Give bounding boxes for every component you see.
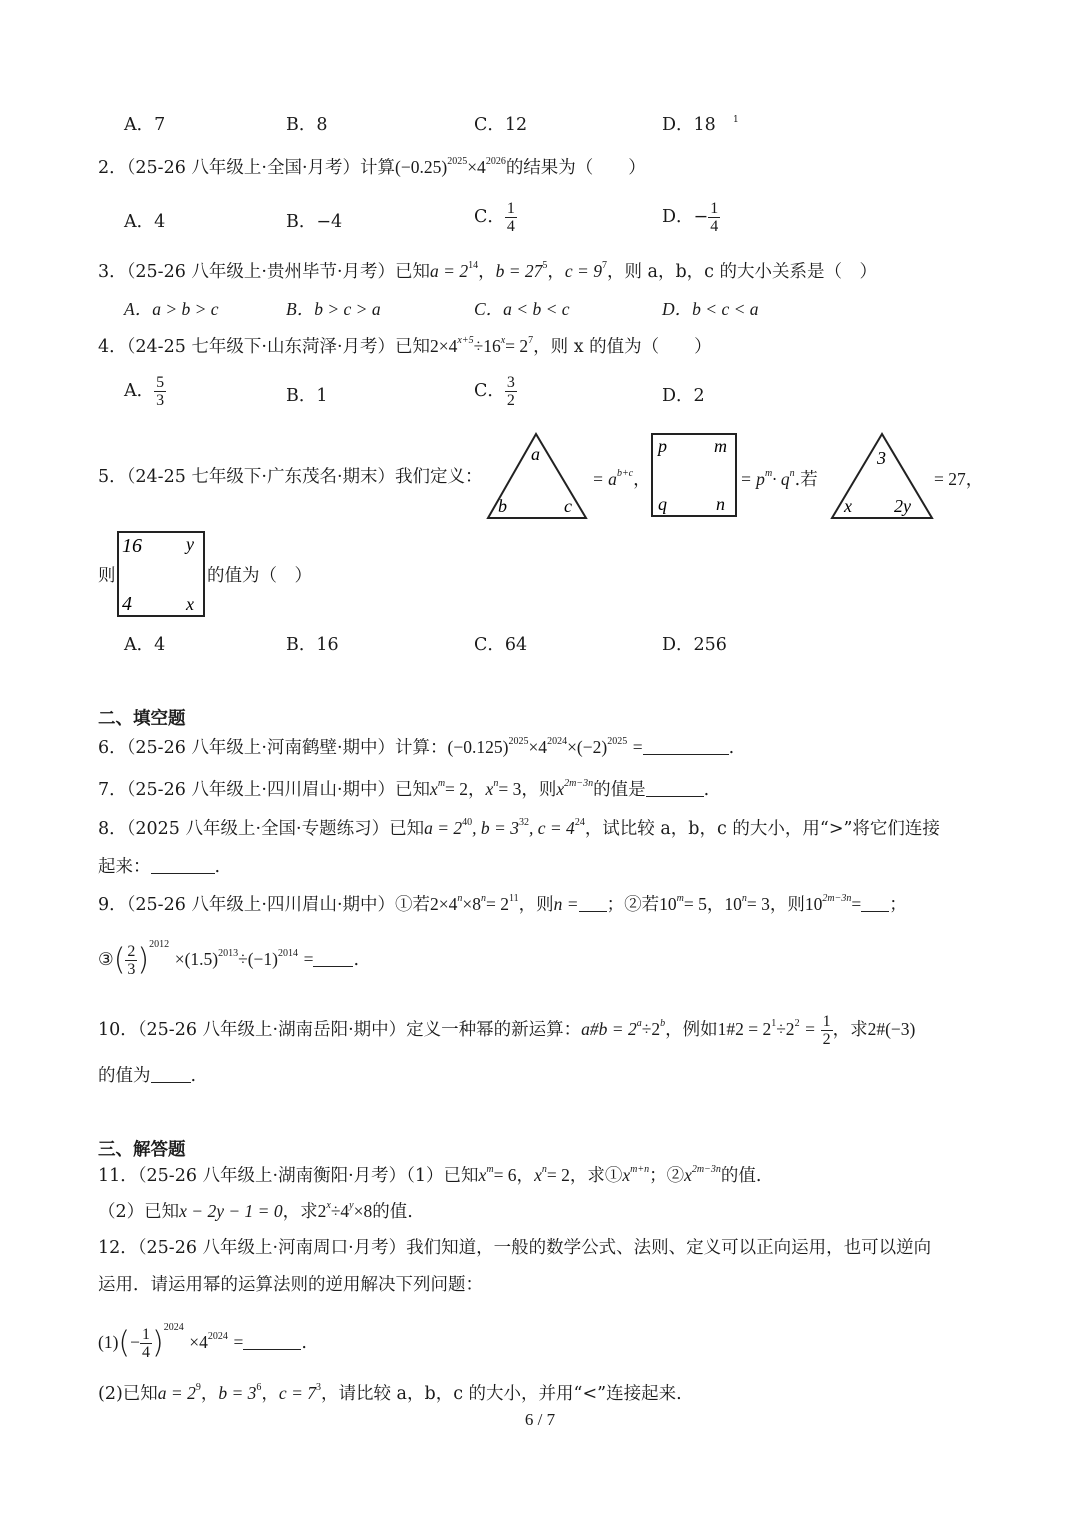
q5-eq1 — [592, 467, 651, 492]
numerator: 1 — [506, 200, 515, 217]
q9-l2-end: . — [353, 950, 360, 970]
q4-exp2: x — [500, 335, 506, 346]
q9-e9: n — [741, 893, 747, 904]
numerator: 5 — [156, 374, 165, 391]
section-answer: 三、解答题 — [98, 1140, 186, 1160]
q9-t5: n = — [553, 894, 579, 914]
question-12-line2: 运用．请运用幂的运算法则的逆用解决下列问题： — [98, 1275, 483, 1295]
q9-t11: 10 — [804, 894, 823, 914]
question-11-part2 — [98, 1199, 990, 1224]
q3-c: c = 9 — [564, 261, 602, 281]
q9-t8: = 5， — [683, 894, 725, 914]
question-11 — [98, 1163, 990, 1188]
eq2-text: = p — [740, 469, 765, 489]
q9-answer-blank-3[interactable] — [313, 948, 353, 967]
q1-option-d[interactable]: D．18 — [662, 115, 716, 135]
q3-option-a[interactable]: A．a > b > c — [124, 299, 219, 319]
sq1-tr: m — [714, 436, 727, 456]
q2-c-label: C． — [474, 207, 505, 227]
denominator: 2 — [506, 392, 515, 409]
q2-text: 2．（25-26 八年级上·全国·月考）计算 — [98, 158, 396, 178]
q7-t3: x — [485, 779, 494, 799]
q9-t4: ，则 — [518, 895, 554, 915]
sq2-br: x — [186, 594, 194, 614]
sq2-tl: 16 — [122, 535, 142, 557]
q8-t2: , b = 3 — [472, 818, 519, 838]
q7-suffix: 的值是 — [593, 780, 646, 800]
q9-t2: ×8 — [462, 894, 482, 914]
q10-t3: ，例如 — [665, 1020, 718, 1040]
q9-t3: = 2 — [486, 894, 510, 914]
numerator: 1 — [822, 1013, 831, 1030]
q11-t6: ；② — [649, 1166, 685, 1186]
denominator: 2 — [822, 1031, 831, 1048]
q4-text: 4．（24-25 七年级下·山东菏泽·月考）已知 — [98, 337, 431, 357]
q9-t6: ；②若 — [606, 895, 660, 915]
q11-l2-ee: y — [349, 1200, 354, 1211]
q2-option-c[interactable] — [474, 200, 517, 235]
question-9 — [98, 892, 990, 917]
q2-option-d[interactable] — [662, 200, 720, 235]
q2-d-label: D．− — [662, 207, 709, 227]
q12-p2-d: b = 3 — [218, 1383, 257, 1403]
q5-option-b[interactable]: B．16 — [286, 635, 339, 655]
eq2-end: .若 — [794, 470, 818, 490]
q10-e2: b — [660, 1018, 666, 1029]
question-7 — [98, 777, 990, 802]
q1-mark: 1 — [733, 115, 739, 125]
q10-line2-text: 的值为 — [98, 1066, 151, 1086]
q10-t5: ÷2 — [776, 1019, 795, 1039]
section-fill-in: 二、填空题 — [98, 709, 186, 729]
q10-answer-blank[interactable] — [151, 1064, 191, 1083]
q4-option-c[interactable] — [474, 374, 517, 409]
q5-option-a[interactable]: A．4 — [124, 635, 166, 655]
q9-e2: n — [481, 893, 487, 904]
q8-end: . — [214, 857, 221, 877]
q3-suffix: ，则 a，b，c 的大小关系是（ ） — [606, 262, 878, 282]
q7-text: 7．（25-26 八年级上·四川眉山·期中）已知 — [98, 780, 431, 800]
question-8-line2 — [98, 855, 990, 879]
question-10 — [98, 1013, 990, 1048]
denominator: 4 — [506, 218, 515, 235]
q5-triangle-definition — [484, 430, 590, 522]
q9-answer-blank-1[interactable] — [579, 893, 607, 912]
question-12: 12．（25-26 八年级上·河南周口·月考）我们知道，一般的数学公式、法则、定义可以正向运用，也可以逆向 — [98, 1238, 932, 1258]
q3-c-exp: 7 — [601, 260, 607, 271]
q11-l2-d: 2 — [317, 1201, 327, 1221]
q10-t1: a#b = 2 — [581, 1019, 637, 1039]
q4-a-fraction — [154, 374, 166, 409]
q4-option-b[interactable]: B．1 — [286, 386, 328, 406]
q6-t2: ×4 — [528, 737, 548, 757]
q11-t5: x — [622, 1165, 631, 1185]
q9-l2-t3: ÷(−1) — [238, 949, 279, 969]
q12-p1-e2: 2024 — [207, 1331, 228, 1342]
q11-t3: x — [534, 1165, 542, 1185]
q2-option-b[interactable]: B．−4 — [286, 212, 343, 232]
q9-l2-e2: 2013 — [218, 948, 239, 959]
numerator: 1 — [710, 200, 719, 217]
q11-t1: x — [478, 1165, 487, 1185]
q9-l2-equals: = — [303, 949, 314, 969]
eq2-exp2: n — [789, 468, 795, 479]
q12-answer-blank[interactable] — [243, 1331, 301, 1350]
question-12-part1: (1)(− $\frac{1}{4}$ )$^{2024} \times 4^{2024}$ = . — [98, 1322, 307, 1361]
q12-p2-be: 9 — [195, 1382, 201, 1393]
q4-expr3: = 2 — [505, 336, 529, 356]
q6-end: . — [728, 738, 735, 758]
q12-p2-fe: 3 — [316, 1382, 321, 1393]
q6-answer-blank[interactable] — [643, 736, 729, 755]
question-12-part2 — [98, 1381, 990, 1406]
q5-triangle-given — [828, 430, 936, 522]
q8-line2-text: 起来： — [98, 857, 151, 877]
q3-a-exp: 14 — [468, 260, 479, 271]
q4-expr2: ÷16 — [473, 336, 501, 356]
q4-option-d[interactable]: D．2 — [662, 386, 705, 406]
q5-eq2 — [740, 467, 818, 492]
q8-text: 8．（2025 八年级上·全国·专题练习）已知 — [98, 819, 425, 839]
q9-circle-3: ③ — [98, 950, 114, 970]
q6-t1: (−0.125) — [447, 737, 509, 757]
denominator: 3 — [127, 961, 136, 978]
q8-t1: a = 2 — [424, 818, 463, 838]
q3-option-c[interactable]: C．a < b < c — [474, 299, 570, 319]
q4-expr1: 2×4 — [430, 336, 458, 356]
q6-e2: 2024 — [547, 736, 568, 747]
question-6 — [98, 735, 990, 760]
tri1-top: a — [531, 444, 540, 464]
q12-p2-g: ，请比较 a，b，c 的大小，并用“<”连接起来. — [321, 1384, 682, 1404]
q11-e5: m+n — [630, 1164, 650, 1175]
q10-end: . — [190, 1066, 197, 1086]
q5-eq3: = 27， — [934, 469, 984, 489]
q5-then: 则 — [98, 566, 116, 586]
q9-l2-e3: 2014 — [278, 948, 299, 959]
eq2-mid: · q — [772, 469, 790, 489]
question-10-line2 — [98, 1064, 990, 1088]
q9-e1: n — [457, 893, 463, 904]
q4-c-label: C． — [474, 381, 505, 401]
numerator: 3 — [506, 374, 515, 391]
q9-t1: 2×4 — [430, 894, 458, 914]
question-2 — [98, 155, 990, 180]
q11-text: 11．（25-26 八年级上·湖南衡阳·月考）（1）已知 — [98, 1166, 479, 1186]
tri2-right: 2y — [894, 496, 911, 516]
sq2-tr: y — [186, 534, 194, 554]
q10-t8: 2#(−3) — [867, 1019, 916, 1039]
q9-t12: = — [851, 894, 862, 914]
q2-base: (−0.25) — [395, 157, 448, 177]
q10-text: 10．（25-26 八年级上·湖南岳阳·期中）定义一种幂的新运算： — [98, 1020, 582, 1040]
q4-option-a[interactable] — [124, 374, 166, 409]
sq1-tl: p — [658, 436, 667, 456]
denominator: 3 — [156, 392, 165, 409]
question-3: 3．（25-26 八年级上·贵州毕节·月考）已知$a = 2^{14}$，$b = 27^5$，$c = 9^7$，则 a，b，c 的大小关系是（ ） — [98, 260, 878, 282]
q11-t8: 的值. — [720, 1166, 762, 1186]
question-4 — [98, 334, 990, 359]
q4-exp3: 7 — [528, 335, 534, 346]
q1-option-c[interactable]: C．12 — [474, 115, 528, 135]
q2-exp1: 2025 — [447, 156, 468, 167]
eq1-comma: ， — [633, 470, 651, 490]
sq1-br: n — [716, 494, 725, 514]
tri1-right: c — [564, 496, 572, 516]
q12-p1-equals: = — [233, 1332, 244, 1352]
page-number: 6 / 7 — [524, 1410, 556, 1429]
tri2-left: x — [844, 496, 852, 516]
q7-t2: = 2， — [445, 779, 486, 799]
q1-option-a[interactable]: A．7 — [124, 115, 166, 135]
q10-e4: 1 — [771, 1018, 777, 1029]
q9-e3: 11 — [509, 893, 519, 904]
q2-suffix: 的结果为（ ） — [505, 158, 646, 178]
q5-square-definition — [650, 432, 738, 518]
q11-l2-c: ，求 — [282, 1202, 318, 1222]
q5-suffix: 的值为（ ） — [207, 566, 312, 586]
q11-l2-f: ×8 — [353, 1201, 373, 1221]
q8-answer-blank[interactable] — [151, 855, 215, 874]
q12-p2-c: ， — [200, 1384, 219, 1404]
q7-e1: m — [437, 778, 446, 789]
question-8 — [98, 816, 990, 841]
q9-text: 9．（25-26 八年级上·四川眉山·期中）①若 — [98, 895, 431, 915]
q4-a-label: A． — [124, 381, 155, 401]
q10-t6: = — [805, 1019, 816, 1039]
q10-t2: ÷2 — [641, 1019, 661, 1039]
q3-b-exp: 5 — [542, 260, 548, 271]
denominator: 4 — [710, 218, 719, 235]
eq1-text: = a — [592, 469, 617, 489]
q6-t3: ×(−2) — [567, 737, 608, 757]
q5-option-d[interactable]: D．256 — [662, 635, 727, 655]
q11-l2-b: x − 2y − 1 = 0 — [179, 1201, 283, 1221]
q11-t4: = 2，求① — [546, 1165, 623, 1185]
q1-option-b[interactable]: B．8 — [286, 115, 328, 135]
q2-d-fraction — [708, 200, 720, 235]
q12-p2-de: 6 — [256, 1382, 262, 1393]
q8-t3: , c = 4 — [528, 818, 575, 838]
q12-p1-e1: 2024 — [163, 1322, 184, 1333]
q12-p1-label: (1) — [98, 1332, 119, 1352]
q9-l2-e1: 2012 — [149, 939, 170, 950]
q2-times: ×4 — [467, 157, 486, 177]
q7-e3: n — [493, 778, 499, 789]
q12-p1-sign: − — [130, 1332, 140, 1352]
q7-t1: x — [430, 779, 438, 799]
q12-p1-t2: ×4 — [189, 1332, 208, 1352]
q5-option-c[interactable]: C．64 — [474, 635, 528, 655]
q11-l2-g: 的值. — [372, 1202, 413, 1222]
q2-c-fraction — [505, 200, 517, 235]
q8-e2: 32 — [518, 817, 529, 828]
q7-end: . — [703, 780, 710, 800]
q7-e5: 2m−3n — [564, 778, 594, 789]
q3-b: b = 27 — [495, 261, 543, 281]
q11-t7: x — [684, 1165, 692, 1185]
q3-a: a = 2 — [430, 261, 469, 281]
q11-e3: n — [541, 1164, 547, 1175]
q12-p2-f: c = 7 — [278, 1383, 316, 1403]
eq2-exp1: m — [764, 468, 773, 479]
numerator: 2 — [127, 943, 136, 960]
q5-square-query — [116, 530, 206, 618]
q3-option-b[interactable]: B．b > c > a — [286, 299, 381, 319]
q4-suffix: ，则 x 的值为（ ） — [533, 337, 712, 357]
q12-p1-end: . — [301, 1333, 307, 1353]
q3-text: 3．（25-26 八年级上·贵州毕节·月考）已知 — [98, 262, 431, 282]
q11-l2-de: x — [326, 1200, 331, 1211]
q7-answer-blank[interactable] — [646, 778, 704, 797]
q6-e1: 2025 — [508, 736, 529, 747]
q9-e11: 2m−3n — [822, 893, 852, 904]
sq2-bl: 4 — [122, 593, 132, 615]
q8-suffix: ，试比较 a，b，c 的大小，用“>”将它们连接 — [584, 819, 940, 839]
q6-equals: = — [632, 737, 643, 757]
q3-option-d[interactable]: D．b < c < a — [662, 299, 759, 319]
q11-t2: = 6， — [493, 1165, 535, 1185]
question-9-line2: ③( $\frac{2}{3}$ )$^{2012} \times(1.5)^{2013}\div(-1)^{2014}$ = . — [98, 939, 360, 978]
numerator: 1 — [142, 1326, 150, 1343]
sq1-bl: q — [658, 494, 667, 514]
q9-t13: ； — [889, 895, 907, 915]
q2-exp2: 2026 — [485, 156, 506, 167]
q9-t9: 10 — [724, 894, 742, 914]
q7-t4: = 3，则 — [498, 779, 557, 799]
q12-p2-b: a = 2 — [157, 1383, 196, 1403]
q10-fraction — [821, 1013, 833, 1048]
q6-e3: 2025 — [607, 736, 628, 747]
q8-e1: 40 — [462, 817, 473, 828]
q5-text: 5．（24-25 七年级下·广东茂名·期末）我们定义： — [98, 467, 483, 487]
q9-t7: 10 — [659, 894, 677, 914]
q4-c-fraction — [505, 374, 517, 409]
q10-t4: 1#2 = 2 — [717, 1019, 772, 1039]
q11-l2-a: （2）已知 — [98, 1202, 180, 1222]
eq1-exp: b+c — [616, 468, 634, 479]
q12-p2-e: ， — [261, 1384, 279, 1404]
tri1-left: b — [498, 496, 507, 516]
denominator: 4 — [142, 1344, 150, 1361]
q6-text: 6．（25-26 八年级上·河南鹤壁·期中）计算： — [98, 738, 448, 758]
q8-e3: 24 — [574, 817, 585, 828]
q12-p2-a: (2)已知 — [98, 1384, 158, 1404]
q11-e1: m — [486, 1164, 494, 1175]
q10-t7: ，求 — [832, 1020, 868, 1040]
q9-l2-t2: ×(1.5) — [174, 949, 219, 969]
q2-option-a[interactable]: A．4 — [124, 212, 166, 232]
q9-e7: m — [676, 893, 684, 904]
q11-l2-e: ÷4 — [330, 1201, 350, 1221]
q10-e5: 2 — [794, 1018, 800, 1029]
q9-answer-blank-2[interactable] — [861, 893, 889, 912]
q9-t10: = 3，则 — [746, 894, 805, 914]
q12-p1-fraction — [140, 1326, 152, 1361]
q4-exp1: x+5 — [457, 335, 474, 346]
q10-e1: a — [636, 1018, 642, 1029]
q11-e7: 2m−3n — [691, 1164, 721, 1175]
q9-fraction — [125, 943, 137, 978]
q7-t5: x — [556, 779, 565, 799]
tri2-top: 3 — [877, 448, 886, 468]
